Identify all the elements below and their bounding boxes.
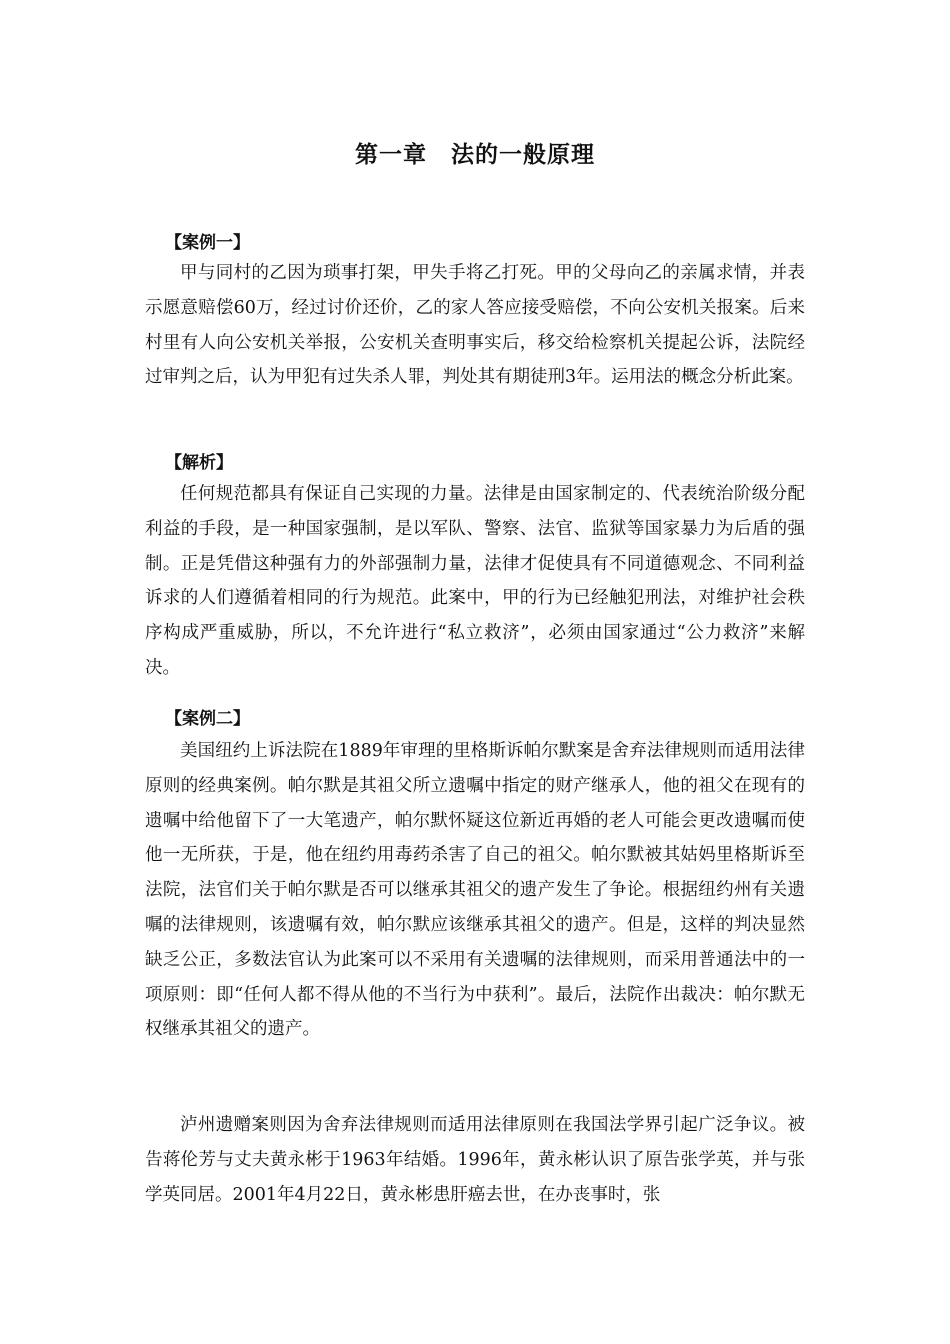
analysis-heading: 【解析】 <box>165 453 233 473</box>
case-two-heading: 【案例二】 <box>165 709 250 729</box>
case-one-heading: 【案例一】 <box>165 233 250 253</box>
analysis-paragraph: 任何规范都具有保证自己实现的力量。法律是由国家制定的、代表统治阶级分配利益的手段，是一种国家强制，是以军队、警察、法官、监狱等国家暴力为后盾的强制。正是凭借这种强有力的外部强制力量，法律才促使具有不同道德观念、不同利益诉求的人们遵循着相同的行为规范。此案中，甲的行为已经触犯刑法，对维护社会秩序构成严重威胁，所以，不允许进行“私立救济”，必须由国家通过“公力救济”来解决。 <box>145 484 805 678</box>
chapter-title: 第一章 法的一般原理 <box>355 142 595 168</box>
case-two-paragraph: 美国纽约上诉法院在1889年审理的里格斯诉帕尔默案是舍弃法律规则而适用法律原则的经典案例。帕尔默是其祖父所立遗嘱中指定的财产继承人，他的祖父在现有的遗嘱中给他留下了一大笔遗产，帕尔默怀疑这位新近再婚的老人可能会更改遗嘱而使他一无所获，于是，他在纽约用毒药杀害了自己的祖父。帕尔默被其姑妈里格斯诉至法院，法官们关于帕尔默是否可以继承其祖父的遗产发生了争论。根据纽约州有关遗嘱的法律规则，该遗嘱有效，帕尔默应该继承其祖父的遗产。但是，这样的判决显然缺乏公正，多数法官认为此案可以不采用有关遗嘱的法律规则，而采用普通法中的一项原则：即“任何人都不得从他的不当行为中获利”。最后，法院作出裁决：帕尔默无权继承其祖父的遗产。 <box>145 741 805 1040</box>
case-one-paragraph: 甲与同村的乙因为琐事打架，甲失手将乙打死。甲的父母向乙的亲属求情，并表示愿意赔偿60万，经过讨价还价，乙的家人答应接受赔偿，不向公安机关报案。后来村里有人向公安机关举报，公安机关查明事实后，移交给检察机关提起公诉，法院经过审判之后，认为甲犯有过失杀人罪，判处其有期徒刑3年。运用法的概念分析此案。 <box>145 263 805 388</box>
closing-paragraph: 泸州遗赠案则因为舍弃法律规则而适用法律原则在我国法学界引起广泛争议。被告蒋伦芳与丈夫黄永彬于1963年结婚。1996年，黄永彬认识了原告张学英，并与张学英同居。2001年4月22日，黄永彬患肝癌去世，在办丧事时，张 <box>145 1115 805 1205</box>
